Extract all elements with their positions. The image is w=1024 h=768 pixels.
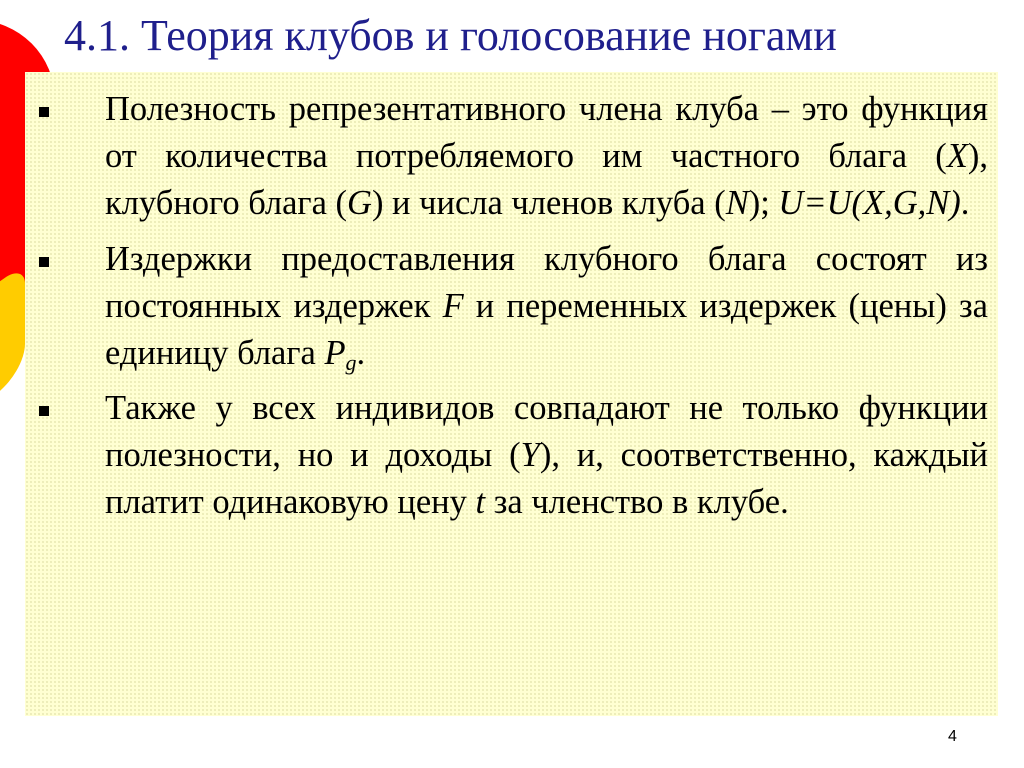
bullet-text: .	[960, 184, 970, 222]
variable-t: t	[475, 483, 486, 521]
bullet-text: Полезность репрезентативного члена клуба – это функция от количества потребляемого им частного блага (	[105, 90, 988, 175]
variable-p: P	[324, 334, 346, 372]
slide-title: 4.1. Теория клубов и голосование ногами	[64, 11, 837, 60]
square-bullet-icon	[39, 257, 49, 267]
bullet-text: Издержки предоставления клубного блага состоят из постоянных издержек	[105, 240, 988, 325]
variable-n: N	[725, 184, 749, 222]
bullet-text: ) и числа членов клуба (	[371, 184, 726, 222]
content-box	[25, 72, 998, 716]
variable-f: F	[442, 287, 464, 325]
bullet-text: Также у всех индивидов совпадают не только функции полезности, но и доходы (	[105, 389, 988, 474]
square-bullet-icon	[39, 107, 49, 117]
bullet-item-utility	[25, 86, 998, 227]
bullet-item-income	[25, 385, 998, 526]
utility-formula: U=U(X,G,N)	[778, 184, 961, 222]
bullet-item-costs	[25, 236, 998, 377]
bullet-text: .	[356, 334, 366, 372]
variable-g: G	[347, 184, 372, 222]
bullet-text: и переменных издержек (цены) за единицу блага	[105, 287, 988, 372]
square-bullet-icon	[39, 406, 49, 416]
variable-y: Y	[520, 436, 540, 474]
bullet-text: за членство в клубе.	[485, 483, 789, 521]
bullet-text: );	[748, 184, 779, 222]
variable-x: X	[946, 137, 968, 175]
yellow-decoration-shape	[0, 264, 25, 427]
bullet-list	[25, 86, 998, 526]
bullet-text: ), и, соответственно, каждый платит одинаковую цену	[105, 436, 989, 521]
page-number: 4	[948, 728, 957, 745]
variable-p-subscript: g	[345, 350, 357, 375]
bullet-text: ), клубного блага (	[105, 137, 988, 222]
